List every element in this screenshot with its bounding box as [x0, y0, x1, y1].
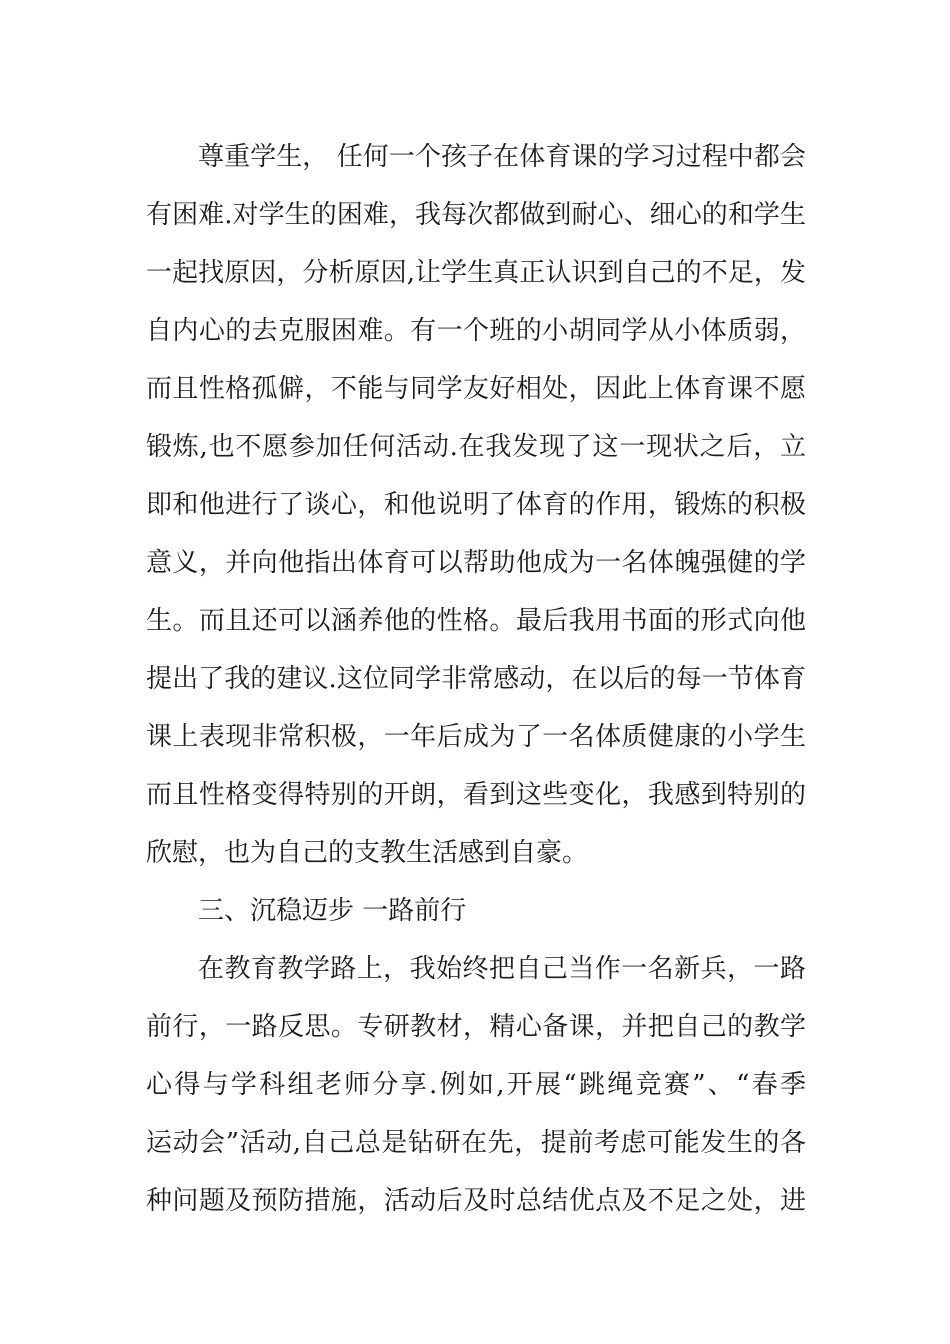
paragraph-respect-students [146, 128, 806, 882]
text-line: 而且性格孤僻，不能与同学友好相处，因此上体育课不愿 [146, 374, 806, 404]
text-line: 前行，一路反思。专研教材，精心备课，并把自己的教学 [146, 1012, 806, 1042]
text-line: 有困难.对学生的困难，我每次都做到耐心、细心的和学生 [146, 200, 806, 230]
section-heading: 三、沉稳迈步 一路前行 [198, 896, 467, 926]
text-line: 而且性格变得特别的开朗，看到这些变化，我感到特别的 [146, 780, 806, 810]
text-line: 在教育教学路上，我始终把自己当作一名新兵，一路 [198, 954, 806, 984]
text-line: 即和他进行了谈心，和他说明了体育的作用，锻炼的积极 [146, 490, 806, 520]
text-line: 一起找原因，分析原因,让学生真正认识到自己的不足，发 [146, 258, 806, 288]
document-body [146, 128, 806, 1230]
text-line: 运动会”活动,自己总是钻研在先，提前考虑可能发生的各 [146, 1128, 806, 1158]
text-line: 种问题及预防措施，活动后及时总结优点及不足之处，进 [146, 1186, 806, 1216]
text-line: 提出了我的建议.这位同学非常感动，在以后的每一节体育 [146, 664, 806, 694]
text-line: 心得与学科组老师分享.例如,开展“跳绳竞赛”、“春季 [146, 1070, 806, 1100]
text-line: 自内心的去克服困难。有一个班的小胡同学从小体质弱， [146, 316, 806, 346]
text-line: 欣慰，也为自己的支教生活感到自豪。 [146, 838, 589, 868]
text-line: 意义，并向他指出体育可以帮助他成为一名体魄强健的学 [146, 548, 806, 578]
text-line: 锻炼,也不愿参加任何活动.在我发现了这一现状之后，立 [146, 432, 806, 462]
paragraph-teaching-path [146, 940, 806, 1230]
text-line: 课上表现非常积极，一年后成为了一名体质健康的小学生 [146, 722, 806, 752]
text-line: 生。而且还可以涵养他的性格。最后我用书面的形式向他 [146, 606, 806, 636]
text-line: 尊重学生， 任何一个孩子在体育课的学习过程中都会 [198, 142, 806, 172]
